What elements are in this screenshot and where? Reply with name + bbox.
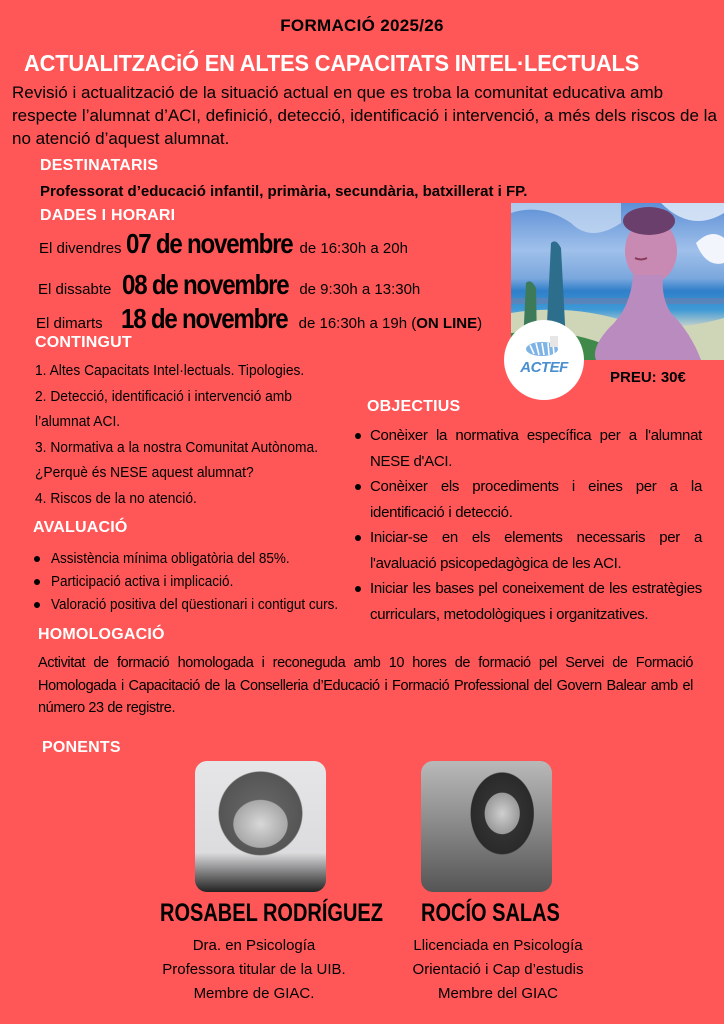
- contingut-list: [35, 358, 355, 511]
- avaluacio-list: [33, 547, 363, 616]
- contingut-line-text: 2. Detecció, identificació i intervenció amb: [35, 387, 292, 405]
- section-heading-destinataris: DESTINATARIS: [40, 157, 159, 174]
- contingut-line-text: 3. Normativa a la nostra Comunitat Autònoma.: [35, 438, 319, 456]
- speaker-desc-line: Dra. en Psicología: [192, 937, 316, 954]
- avaluacio-item-text: Assistència mínima obligatòria del 85%.: [51, 550, 290, 567]
- speaker-desc-line: Llicenciada en Psicología: [413, 937, 583, 954]
- contingut-line: [35, 435, 355, 461]
- schedule-close-paren: ): [477, 315, 483, 332]
- section-heading-avaluacio: AVALUACIÓ: [33, 519, 128, 536]
- schedule-date: 08 de novembre: [121, 269, 289, 300]
- avaluacio-item: [33, 547, 363, 570]
- schedule-day: El divendres: [39, 240, 122, 257]
- objectiu-item: Iniciar-se en els elements necessaris per a l'avaluació psicopedagògica de les ACI.: [352, 525, 702, 576]
- schedule-online-tag: ON LINE: [416, 315, 478, 332]
- speaker-photo: [421, 761, 552, 892]
- avaluacio-item: [33, 570, 363, 593]
- contingut-line-text: ¿Perquè és NESE aquest alumnat?: [35, 464, 254, 481]
- actef-logo: [504, 320, 584, 400]
- contingut-line-text: 1. Altes Capacitats Intel·lectuals. Tipologies.: [35, 362, 305, 379]
- homologacio-text: Activitat de formació homologada i reconeguda amb 10 hores de formació pel Servei de Formació Homologada i Capacitació de la Conselleria d’Educació i Formació Professional del Govern Balear amb el número 23 de registre.: [38, 655, 693, 716]
- speaker-desc-line: Professora titular de la UIB.: [162, 961, 346, 978]
- price-label: PREU: 30€: [610, 369, 686, 386]
- schedule-row: [39, 228, 408, 260]
- objectiu-item: Iniciar les bases pel coneixement de les estratègies curriculars, metodològiques i organitzatives.: [352, 576, 702, 627]
- speaker-name-text: ROSABEL RODRÍGUEZ: [160, 899, 383, 927]
- schedule-day: El dissabte: [38, 281, 112, 298]
- objectiu-item: Conèixer la normativa específica per a l'alumnat NESE d'ACI.: [352, 423, 702, 474]
- speaker-name: [160, 899, 439, 928]
- speaker-desc-line: Membre del GIAC: [437, 985, 559, 1002]
- schedule-date: 18 de novembre: [120, 303, 288, 334]
- schedule-date: 07 de novembre: [125, 228, 293, 259]
- schedule-day: El dimarts: [36, 315, 103, 332]
- event-label: FORMACIÓ 2025/26: [280, 16, 444, 35]
- contingut-line-text: l’alumnat ACI.: [35, 413, 121, 430]
- speaker-photo: [195, 761, 326, 892]
- section-heading-homologacio: HOMOLOGACIÓ: [38, 626, 165, 643]
- schedule-row: [36, 303, 482, 335]
- contingut-line: [35, 409, 355, 435]
- speaker-desc-line: Orientació i Cap d’estudis: [412, 961, 584, 978]
- schedule-row: [38, 269, 420, 301]
- schedule-time: de 16:30h a 20h: [299, 240, 408, 257]
- page-title-text: ACTUALITZACiÓ EN ALTES CAPACITATS INTEL·LECTUALS: [24, 50, 640, 76]
- contingut-line: [35, 358, 355, 384]
- contingut-line: [35, 460, 355, 486]
- destinataris-text: Professorat d’educació infantil, primària, secundària, batxillerat i FP.: [40, 183, 528, 200]
- schedule-time: de 9:30h a 13:30h: [299, 281, 421, 298]
- section-heading-dades: DADES I HORARI: [40, 207, 176, 224]
- avaluacio-item: [33, 593, 363, 616]
- speaker-description: [383, 934, 613, 1006]
- contingut-line-text: 4. Riscos de la no atenció.: [35, 489, 197, 507]
- contingut-line: [35, 486, 355, 512]
- schedule-time: de 16:30h a 19h (: [298, 315, 417, 332]
- speaker-description: [139, 934, 369, 1006]
- intro-text: [12, 81, 722, 150]
- speaker-name-text: ROCÍO SALAS: [421, 899, 560, 927]
- speaker-desc-line: Membre de GIAC.: [193, 985, 315, 1002]
- zebra-icon: [522, 336, 566, 358]
- section-heading-objectius: OBJECTIUS: [367, 398, 461, 415]
- speaker-name: [421, 899, 595, 928]
- section-heading-contingut: CONTINGUT: [35, 334, 132, 351]
- contingut-line: [35, 384, 355, 410]
- objectiu-item: Conèixer els procediments i eines per a la identificació i detecció.: [352, 474, 702, 525]
- objectius-list: [352, 423, 702, 627]
- avaluacio-item-text: Participació activa i implicació.: [51, 573, 234, 590]
- page-title: [24, 50, 714, 77]
- logo-text: ACTEF: [520, 358, 568, 376]
- avaluacio-item-text: Valoració positiva del qüestionari i contigut curs.: [51, 596, 339, 613]
- section-heading-ponents: PONENTS: [42, 739, 121, 756]
- intro-paragraph: Revisió i actualització de la situació actual en que es troba la comunitat educativa amb respecte l’alumnat d’ACI, definició, detecció, identificació i intervenció, a més dels riscos de la no atenció d’aquest alumnat.: [12, 83, 717, 148]
